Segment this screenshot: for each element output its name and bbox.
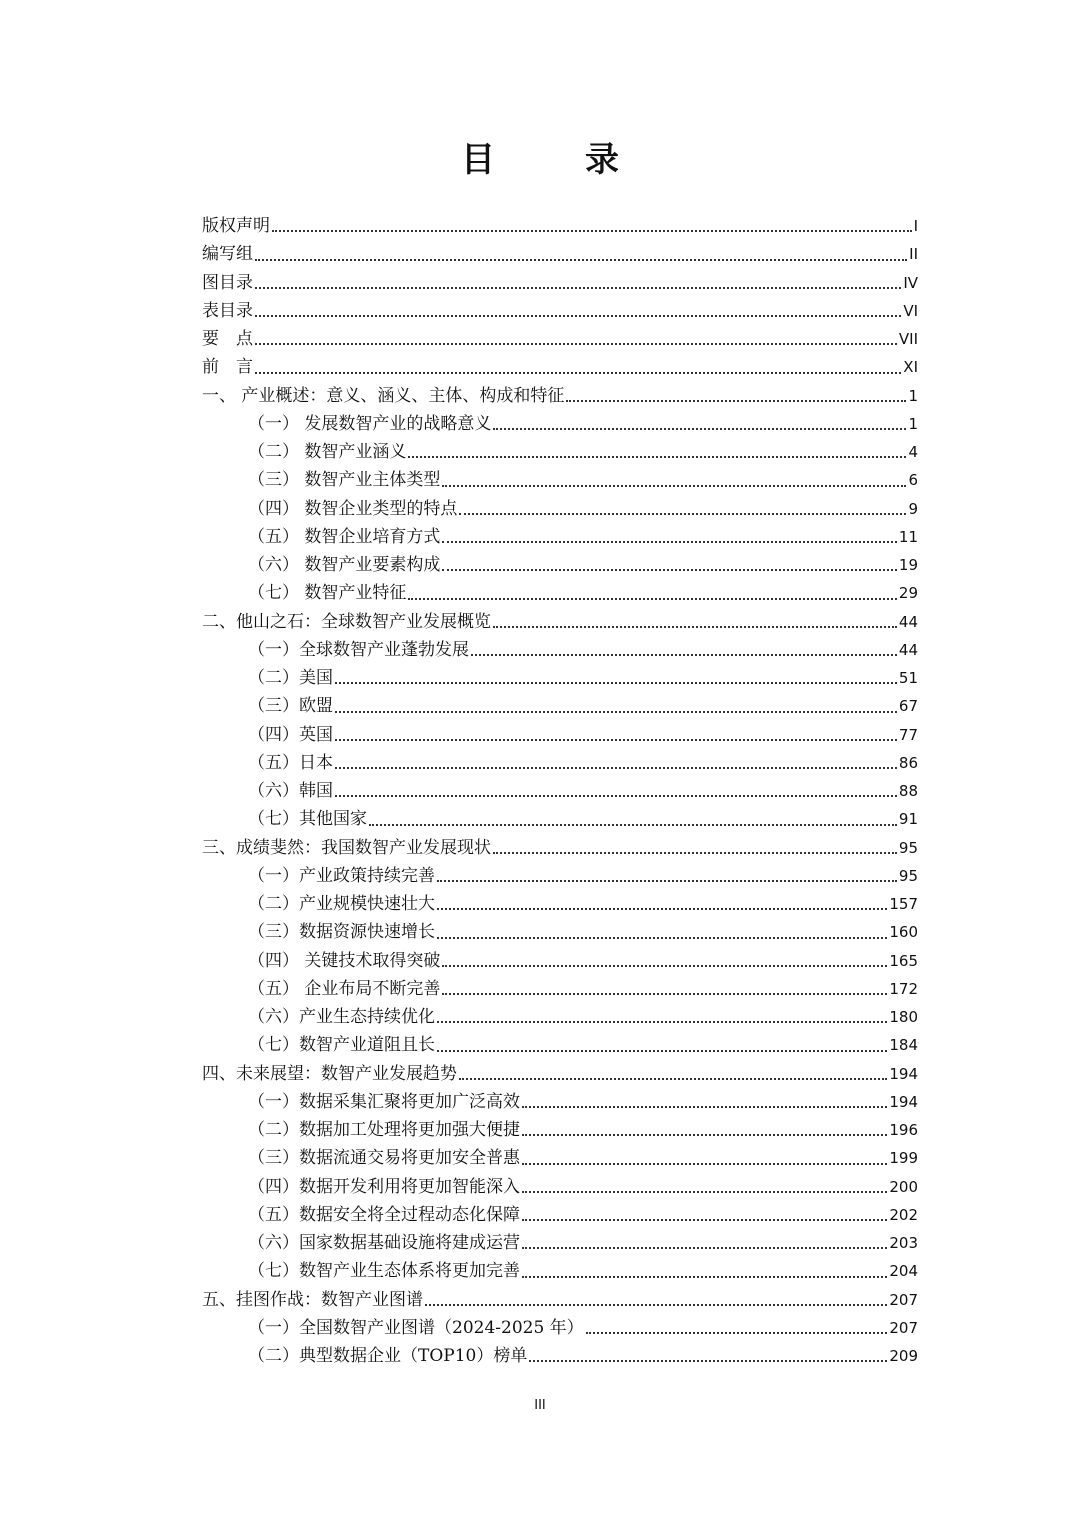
toc-leader-dots [442, 965, 887, 967]
toc-leader-dots [255, 287, 901, 289]
toc-entry-label: 表目录 [202, 300, 253, 321]
toc-entry[interactable] [202, 1201, 918, 1229]
page-number: III [534, 1398, 546, 1413]
toc-entry[interactable] [202, 947, 918, 975]
toc-entry-page: 95 [898, 838, 918, 857]
toc-entry-label: （七）数智产业生态体系将更加完善 [248, 1261, 520, 1282]
toc-entry-page: 202 [889, 1205, 918, 1224]
toc-entry[interactable] [202, 890, 918, 918]
toc-entry-page: I [913, 217, 918, 236]
toc-entry-page: 194 [889, 1064, 918, 1083]
toc-entry-page: 184 [889, 1036, 918, 1055]
toc-entry-label: （七）其他国家 [248, 809, 367, 830]
toc-entry-page: 165 [889, 951, 918, 970]
toc-entry-label: 二、他山之石：全球数智产业发展概览 [202, 611, 491, 632]
toc-entry-label: 五、挂图作战：数智产业图谱 [202, 1289, 423, 1310]
toc-entry-page: 207 [889, 1318, 918, 1337]
toc-entry[interactable] [202, 240, 918, 268]
table-of-contents [202, 212, 918, 1370]
toc-entry-label: 三、成绩斐然：我国数智产业发展现状 [202, 837, 491, 858]
toc-entry[interactable] [202, 523, 918, 551]
toc-entry[interactable] [202, 1286, 918, 1314]
toc-entry-label: （三）数据资源快速增长 [248, 922, 435, 943]
toc-leader-dots [255, 372, 901, 374]
toc-leader-dots [335, 682, 897, 684]
toc-entry[interactable] [202, 1031, 918, 1059]
toc-entry-label: 一、 产业概述：意义、涵义、主体、构成和特征 [202, 385, 565, 406]
toc-entry-page: 1 [908, 386, 918, 405]
toc-entry-label: （三）欧盟 [248, 696, 333, 717]
toc-leader-dots [493, 428, 906, 430]
toc-leader-dots [459, 1078, 887, 1080]
toc-entry-label: （四）数据开发利用将更加智能深入 [248, 1176, 520, 1197]
toc-entry-label: （五） 企业布局不断完善 [248, 978, 441, 999]
toc-leader-dots [437, 937, 887, 939]
toc-leader-dots [437, 908, 887, 910]
toc-entry[interactable] [202, 1314, 918, 1342]
toc-entry-label: 四、未来展望：数智产业发展趋势 [202, 1063, 457, 1084]
toc-leader-dots [369, 824, 897, 826]
toc-leader-dots [335, 711, 897, 713]
toc-entry[interactable] [202, 834, 918, 862]
toc-entry[interactable] [202, 1088, 918, 1116]
toc-entry-page: 91 [898, 810, 918, 829]
toc-entry-page: 4 [908, 443, 918, 462]
toc-entry-label: （二）数据加工处理将更加强大便捷 [248, 1120, 520, 1141]
toc-entry-label: （三）数据流通交易将更加安全普惠 [248, 1148, 520, 1169]
toc-entry-page: 86 [898, 753, 918, 772]
toc-entry[interactable] [202, 1144, 918, 1172]
toc-entry-page: 180 [889, 1008, 918, 1027]
toc-leader-dots [586, 1332, 888, 1334]
toc-leader-dots [522, 1276, 887, 1278]
toc-entry-page: 204 [889, 1262, 918, 1281]
toc-entry-page: 199 [889, 1149, 918, 1168]
toc-entry-page: 19 [898, 556, 918, 575]
toc-entry-page: 160 [889, 923, 918, 942]
toc-entry[interactable] [202, 551, 918, 579]
toc-entry[interactable] [202, 1116, 918, 1144]
toc-leader-dots [522, 1134, 887, 1136]
toc-entry-page: 200 [889, 1177, 918, 1196]
toc-entry-label: （一）全国数智产业图谱（2024-2025 年） [248, 1317, 584, 1338]
toc-entry-label: （一）全球数智产业蓬勃发展 [248, 639, 469, 660]
toc-entry-label: （二）美国 [248, 668, 333, 689]
toc-entry-label: （六）产业生态持续优化 [248, 1007, 435, 1028]
toc-entry[interactable] [202, 495, 918, 523]
toc-leader-dots [522, 1247, 887, 1249]
toc-entry-label: （二）典型数据企业（TOP10）榜单 [248, 1346, 528, 1367]
toc-leader-dots [442, 541, 897, 543]
toc-entry-page: 157 [889, 895, 918, 914]
toc-entry[interactable] [202, 608, 918, 636]
toc-entry-label: 图目录 [202, 272, 253, 293]
toc-leader-dots [408, 598, 897, 600]
toc-entry[interactable] [202, 1173, 918, 1201]
toc-entry[interactable] [202, 297, 918, 325]
toc-leader-dots [437, 1050, 887, 1052]
toc-leader-dots [437, 1021, 887, 1023]
toc-entry-label: （六）韩国 [248, 781, 333, 802]
toc-entry-label: 要 点 [202, 329, 253, 350]
toc-leader-dots [442, 485, 906, 487]
toc-leader-dots [335, 795, 897, 797]
toc-leader-dots [272, 230, 912, 232]
toc-entry[interactable] [202, 749, 918, 777]
toc-entry-page: 95 [898, 866, 918, 885]
toc-entry-page: 44 [898, 640, 918, 659]
toc-entry[interactable] [202, 325, 918, 353]
toc-leader-dots [335, 767, 897, 769]
toc-leader-dots [522, 1219, 887, 1221]
toc-entry-page: 6 [908, 471, 918, 490]
toc-entry-page: VII [898, 330, 918, 349]
toc-entry-label: 前 言 [202, 357, 253, 378]
toc-entry-page: 67 [898, 697, 918, 716]
toc-entry-label: （一） 发展数智产业的战略意义 [248, 413, 492, 434]
toc-entry-page: 203 [889, 1234, 918, 1253]
toc-entry-page: XI [903, 358, 918, 377]
toc-entry[interactable] [202, 410, 918, 438]
toc-entry-label: （四） 数智企业类型的特点 [248, 498, 458, 519]
toc-entry-label: （六）国家数据基础设施将建成运营 [248, 1233, 520, 1254]
toc-entry-label: （五）日本 [248, 752, 333, 773]
toc-entry[interactable] [202, 1229, 918, 1257]
toc-entry-page: 207 [889, 1290, 918, 1309]
toc-entry-page: 209 [889, 1347, 918, 1366]
toc-leader-dots [471, 654, 897, 656]
toc-entry-label: （一）数据采集汇聚将更加广泛高效 [248, 1091, 520, 1112]
toc-entry-page: VI [903, 301, 918, 320]
toc-entry[interactable] [202, 664, 918, 692]
toc-entry[interactable] [202, 353, 918, 381]
toc-entry-label: （七）数智产业道阻且长 [248, 1035, 435, 1056]
toc-leader-dots [459, 513, 906, 515]
toc-entry-label: （五） 数智企业培育方式 [248, 526, 441, 547]
toc-entry[interactable] [202, 1003, 918, 1031]
toc-leader-dots [529, 1360, 887, 1362]
toc-entry-page: 196 [889, 1121, 918, 1140]
toc-entry-page: 1 [908, 414, 918, 433]
toc-entry-page: 77 [898, 725, 918, 744]
toc-entry[interactable] [202, 918, 918, 946]
toc-entry[interactable] [202, 805, 918, 833]
toc-entry[interactable] [202, 975, 918, 1003]
page-title: 目 录 [461, 140, 647, 180]
toc-leader-dots [408, 456, 906, 458]
toc-entry-page: II [909, 245, 918, 264]
toc-entry[interactable] [202, 692, 918, 720]
toc-entry[interactable] [202, 579, 918, 607]
toc-leader-dots [566, 400, 906, 402]
toc-entry-page: 88 [898, 782, 918, 801]
toc-entry-label: （三） 数智产业主体类型 [248, 470, 441, 491]
toc-entry-page: 172 [889, 979, 918, 998]
toc-leader-dots [255, 315, 901, 317]
toc-entry[interactable] [202, 1060, 918, 1088]
toc-entry-label: （二）产业规模快速壮大 [248, 894, 435, 915]
toc-entry[interactable] [202, 382, 918, 410]
toc-entry[interactable] [202, 721, 918, 749]
toc-entry-label: （五）数据安全将全过程动态化保障 [248, 1204, 520, 1225]
toc-entry-page: 44 [898, 612, 918, 631]
toc-entry-page: 194 [889, 1092, 918, 1111]
toc-entry[interactable] [202, 212, 918, 240]
toc-entry-page: 51 [898, 669, 918, 688]
toc-leader-dots [335, 739, 897, 741]
toc-entry-label: 编写组 [202, 244, 253, 265]
toc-leader-dots [522, 1163, 887, 1165]
toc-entry[interactable] [202, 269, 918, 297]
toc-entry[interactable] [202, 1257, 918, 1285]
toc-leader-dots [522, 1106, 887, 1108]
toc-entry-label: （六） 数智产业要素构成 [248, 555, 441, 576]
toc-leader-dots [255, 343, 897, 345]
toc-entry-label: （四） 关键技术取得突破 [248, 950, 441, 971]
toc-leader-dots [493, 852, 897, 854]
toc-entry[interactable] [202, 777, 918, 805]
toc-entry-page: 9 [908, 499, 918, 518]
toc-leader-dots [255, 259, 907, 261]
toc-entry-label: （四）英国 [248, 724, 333, 745]
toc-entry-page: 11 [898, 527, 918, 546]
toc-entry[interactable] [202, 466, 918, 494]
toc-leader-dots [437, 880, 897, 882]
toc-leader-dots [522, 1191, 887, 1193]
toc-leader-dots [425, 1304, 887, 1306]
toc-entry-page: IV [903, 273, 918, 292]
toc-entry-label: 版权声明 [202, 216, 270, 237]
toc-entry-label: （二） 数智产业涵义 [248, 442, 407, 463]
toc-entry[interactable] [202, 1342, 918, 1370]
toc-leader-dots [493, 626, 897, 628]
toc-entry-label: （七） 数智产业特征 [248, 583, 407, 604]
toc-entry[interactable] [202, 438, 918, 466]
toc-leader-dots [442, 569, 897, 571]
toc-entry-page: 29 [898, 584, 918, 603]
toc-leader-dots [442, 993, 887, 995]
toc-entry-label: （一）产业政策持续完善 [248, 865, 435, 886]
toc-entry[interactable] [202, 862, 918, 890]
toc-entry[interactable] [202, 636, 918, 664]
